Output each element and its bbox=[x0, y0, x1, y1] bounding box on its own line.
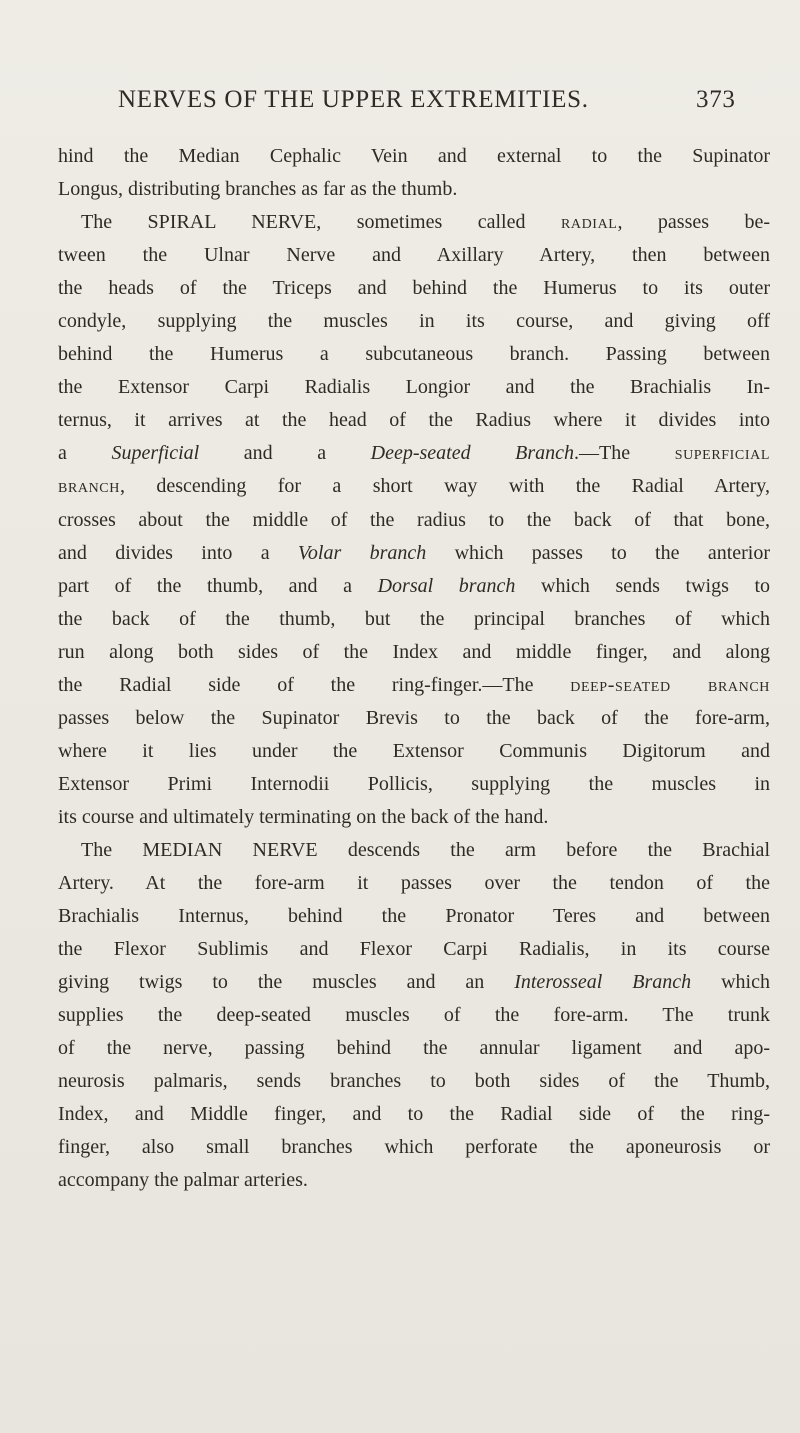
text-segment: Superficial bbox=[111, 442, 200, 465]
text-line bbox=[58, 140, 770, 173]
text-segment: Artery. At the fore-arm it passes over the tendon of the bbox=[58, 872, 770, 895]
body-text bbox=[58, 140, 770, 1198]
text-segment: finger, also small branches which perforate the aponeurosis or bbox=[58, 1136, 770, 1159]
text-line bbox=[58, 239, 770, 272]
text-segment: ternus, it arrives at the head of the Radius where it divides into bbox=[58, 409, 770, 432]
text-segment: giving twigs to the muscles and an bbox=[58, 971, 515, 994]
text-line bbox=[58, 1164, 770, 1197]
text-segment: Extensor Primi Internodii Pollicis, supplying the muscles in bbox=[58, 772, 770, 795]
text-line bbox=[58, 933, 770, 966]
text-line bbox=[58, 1032, 770, 1065]
text-line bbox=[58, 669, 770, 702]
text-line bbox=[58, 603, 770, 636]
text-segment: , descending for a short way with the Radial Artery, bbox=[119, 475, 770, 498]
text-segment: The SPIRAL NERVE, sometimes called bbox=[81, 211, 561, 234]
text-line bbox=[58, 206, 770, 239]
text-line bbox=[58, 305, 770, 338]
running-header bbox=[118, 86, 783, 126]
text-segment: passes below the Supinator Brevis to the back of the fore-arm, bbox=[58, 706, 770, 729]
text-line bbox=[58, 867, 770, 900]
text-segment: condyle, supplying the muscles in its course, and giving off bbox=[58, 310, 770, 333]
text-segment: the Extensor Carpi Radialis Longior and the Brachialis In- bbox=[58, 376, 770, 399]
text-segment: deep-seated branch bbox=[570, 673, 770, 696]
text-segment: which sends twigs to bbox=[515, 574, 770, 597]
text-segment: and a bbox=[199, 442, 371, 465]
text-segment: Volar branch bbox=[297, 541, 427, 564]
text-line bbox=[58, 768, 770, 801]
text-segment: radial bbox=[560, 211, 618, 234]
text-line bbox=[58, 570, 770, 603]
text-segment: which passes to the anterior bbox=[426, 541, 771, 564]
text-segment: accompany the palmar arteries. bbox=[58, 1169, 308, 1192]
text-segment: superficial bbox=[674, 442, 770, 465]
text-segment: part of the thumb, and a bbox=[58, 574, 378, 597]
text-segment: the Flexor Sublimis and Flexor Carpi Radialis, in its course bbox=[58, 938, 770, 961]
text-segment: a bbox=[58, 442, 112, 465]
text-line bbox=[58, 735, 770, 768]
text-segment: behind the Humerus a subcutaneous branch. Passing between bbox=[58, 343, 770, 366]
text-line bbox=[58, 1098, 770, 1131]
text-segment: supplies the deep-seated muscles of the fore-arm. The trunk bbox=[58, 1004, 770, 1027]
page-number: 373 bbox=[696, 86, 736, 113]
text-line bbox=[58, 834, 770, 867]
text-segment: of the nerve, passing behind the annular ligament and apo- bbox=[58, 1037, 770, 1060]
text-segment: The MEDIAN NERVE descends the arm before the Brachial bbox=[81, 838, 770, 861]
text-segment: where it lies under the Extensor Communis Digitorum and bbox=[58, 739, 770, 762]
text-segment: its course and ultimately terminating on the back of the hand. bbox=[58, 805, 549, 828]
text-line bbox=[58, 801, 770, 834]
text-line bbox=[58, 900, 770, 933]
text-line bbox=[58, 470, 770, 503]
text-line bbox=[58, 999, 770, 1032]
text-segment: .—The bbox=[574, 442, 675, 465]
text-segment: branch bbox=[58, 475, 120, 498]
text-segment: , passes be- bbox=[617, 211, 771, 234]
text-segment: Longus, distributing branches as far as the thumb. bbox=[58, 178, 458, 201]
text-segment: which bbox=[691, 971, 770, 994]
text-segment: hind the Median Cephalic Vein and external to the Supinator bbox=[58, 145, 770, 167]
text-line bbox=[58, 1065, 770, 1098]
text-line bbox=[58, 537, 770, 570]
text-segment: the back of the thumb, but the principal branches of which bbox=[58, 607, 770, 630]
text-segment: Index, and Middle finger, and to the Radial side of the ring- bbox=[58, 1103, 770, 1126]
text-line bbox=[58, 636, 770, 669]
text-line bbox=[58, 404, 770, 437]
text-segment: Interosseal Branch bbox=[514, 971, 692, 994]
text-segment: run along both sides of the Index and middle finger, and along bbox=[58, 640, 770, 663]
text-line bbox=[58, 371, 770, 404]
text-line bbox=[58, 504, 770, 537]
text-line bbox=[58, 338, 770, 371]
text-segment: the heads of the Triceps and behind the Humerus to its outer bbox=[58, 277, 770, 300]
text-line bbox=[58, 966, 770, 999]
text-line bbox=[58, 702, 770, 735]
text-line bbox=[58, 437, 770, 470]
text-segment: Dorsal branch bbox=[377, 574, 516, 597]
text-segment: Deep-seated Branch bbox=[370, 442, 575, 465]
text-segment: Brachialis Internus, behind the Pronator Teres and between bbox=[58, 905, 770, 928]
running-title: NERVES OF THE UPPER EXTREMITIES. bbox=[118, 86, 589, 113]
text-segment: and divides into a bbox=[58, 541, 298, 564]
text-line bbox=[58, 173, 770, 206]
text-line bbox=[58, 272, 770, 305]
text-segment: crosses about the middle of the radius to the back of that bone, bbox=[58, 508, 770, 531]
text-segment: the Radial side of the ring-finger.—The bbox=[58, 673, 571, 696]
text-segment: neurosis palmaris, sends branches to both sides of the Thumb, bbox=[58, 1070, 770, 1093]
text-segment: tween the Ulnar Nerve and Axillary Artery, then between bbox=[58, 244, 770, 267]
text-line bbox=[58, 1131, 770, 1164]
